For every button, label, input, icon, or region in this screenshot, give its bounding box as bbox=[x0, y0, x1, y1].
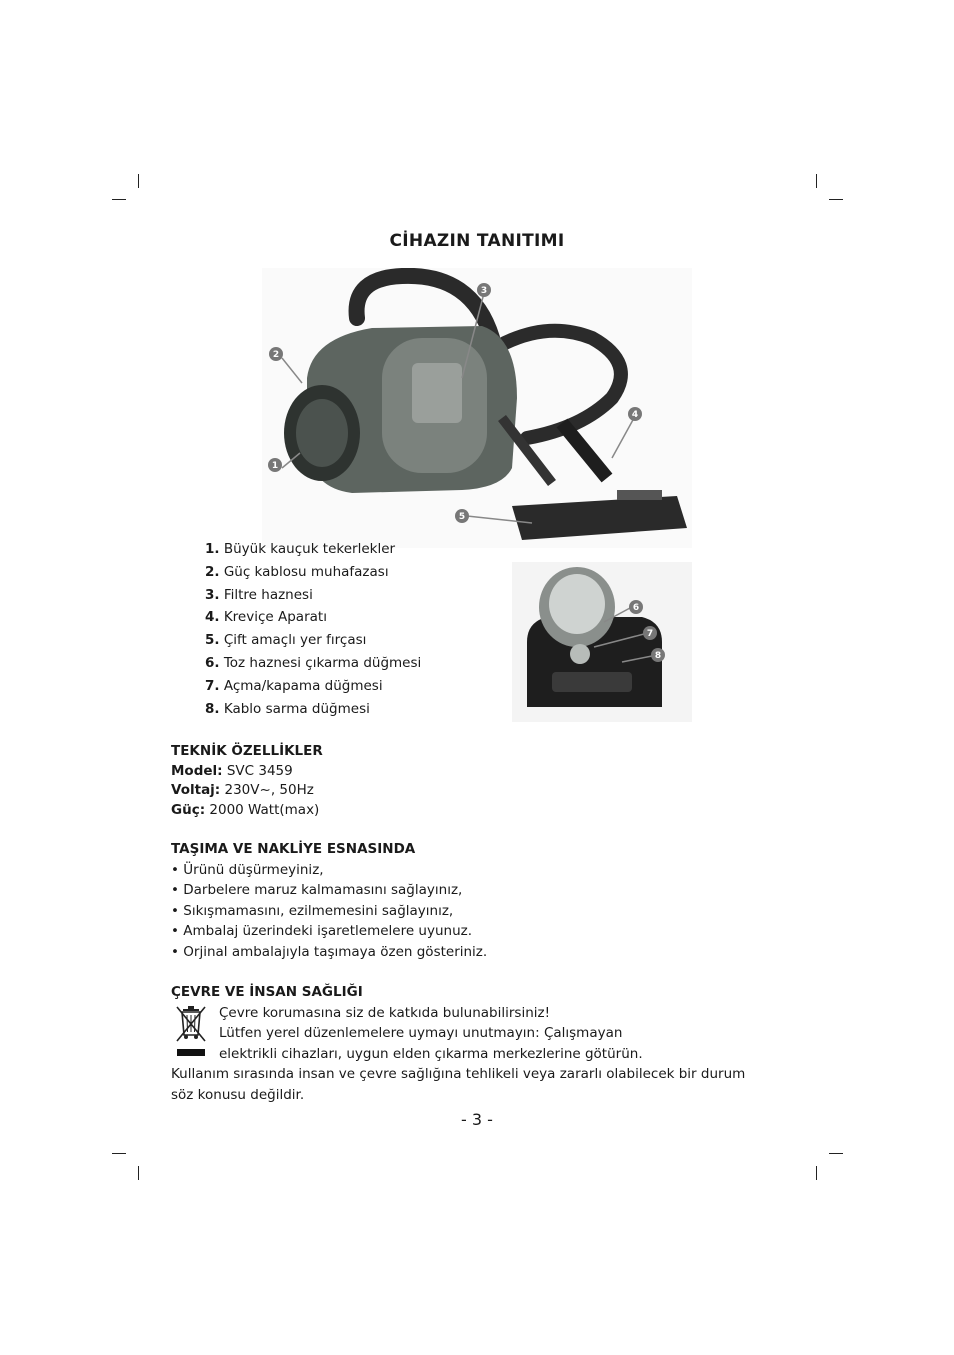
list-item: 8. Kablo sarma düğmesi bbox=[205, 700, 370, 717]
specs-section bbox=[171, 742, 323, 820]
crop-mark bbox=[829, 199, 843, 200]
spec-row: Güç: 2000 Watt(max) bbox=[171, 801, 320, 818]
svg-text:8: 8 bbox=[654, 651, 662, 661]
parts-list bbox=[205, 538, 421, 720]
environment-notice bbox=[171, 1003, 811, 1065]
callout-marker bbox=[455, 509, 469, 523]
section-heading: ÇEVRE VE İNSAN SAĞLIĞI bbox=[171, 984, 363, 1000]
list-item: • Orjinal ambalajıyla taşımaya özen gösteriniz. bbox=[171, 942, 487, 963]
list-item: • Darbelere maruz kalmamasını sağlayınız, bbox=[171, 880, 487, 901]
crop-mark bbox=[138, 174, 139, 188]
crop-mark bbox=[138, 1166, 139, 1180]
list-item: 3. Filtre haznesi bbox=[205, 586, 313, 603]
weee-crossed-bin-icon bbox=[175, 1005, 207, 1061]
crop-mark bbox=[829, 1153, 843, 1154]
list-item: 2. Güç kablosu muhafazası bbox=[205, 563, 389, 580]
callout-marker bbox=[643, 626, 657, 640]
text-line: söz konusu değildir. bbox=[171, 1086, 305, 1103]
section-heading: TEKNİK ÖZELLİKLER bbox=[171, 743, 323, 759]
crop-mark bbox=[816, 174, 817, 188]
callout-marker bbox=[628, 407, 642, 421]
svg-text:1: 1 bbox=[271, 461, 279, 471]
text-line: Lütfen yerel düzenlemelere uymayı unutmayın: Çalışmayan bbox=[219, 1025, 623, 1041]
text-line: Çevre korumasına siz de katkıda bulunabilirsiniz! bbox=[219, 1004, 551, 1021]
environment-section bbox=[171, 983, 811, 1105]
crop-mark bbox=[816, 1166, 817, 1180]
svg-text:7: 7 bbox=[646, 629, 654, 639]
list-item: 1. Büyük kauçuk tekerlekler bbox=[205, 541, 396, 557]
spec-row: Model: SVC 3459 bbox=[171, 762, 293, 779]
page-title: CİHAZIN TANITIMI bbox=[389, 231, 565, 251]
list-item: • Ambalaj üzerindeki işaretlemelere uyunuz. bbox=[171, 921, 487, 942]
callout-marker bbox=[268, 458, 282, 472]
list-item: • Sıkışmamasını, ezilmemesini sağlayınız, bbox=[171, 901, 487, 922]
list-item: • Ürünü düşürmeyiniz, bbox=[171, 860, 487, 881]
vacuum-top-view-image bbox=[512, 562, 692, 722]
callout-marker bbox=[629, 600, 643, 614]
transport-section bbox=[171, 840, 487, 962]
page-number: - 3 - bbox=[461, 1110, 493, 1129]
callout-marker bbox=[269, 347, 283, 361]
callout-marker bbox=[477, 283, 491, 297]
text-line: elektrikli cihazları, uygun elden çıkarma merkezlerine götürün. bbox=[219, 1045, 643, 1062]
list-item: 7. Açma/kapama düğmesi bbox=[205, 677, 383, 694]
section-heading: TAŞIMA VE NAKLİYE ESNASINDA bbox=[171, 841, 416, 857]
spec-row: Voltaj: 230V~, 50Hz bbox=[171, 782, 314, 798]
vacuum-cleaner-image bbox=[262, 268, 692, 548]
svg-text:4: 4 bbox=[631, 410, 639, 420]
crop-mark bbox=[112, 199, 126, 200]
svg-text:6: 6 bbox=[632, 603, 640, 613]
crop-mark bbox=[112, 1153, 126, 1154]
callout-marker bbox=[651, 648, 665, 662]
bullet-list bbox=[171, 860, 487, 963]
svg-text:5: 5 bbox=[458, 512, 466, 522]
text-line: Kullanım sırasında insan ve çevre sağlığına tehlikeli veya zararlı olabilecek bir durum bbox=[171, 1066, 746, 1082]
list-item: 5. Çift amaçlı yer fırçası bbox=[205, 632, 367, 649]
list-item: 4. Kreviçe Aparatı bbox=[205, 609, 327, 626]
svg-text:2: 2 bbox=[272, 350, 280, 360]
svg-text:3: 3 bbox=[480, 286, 488, 296]
list-item: 6. Toz haznesi çıkarma düğmesi bbox=[205, 654, 422, 671]
